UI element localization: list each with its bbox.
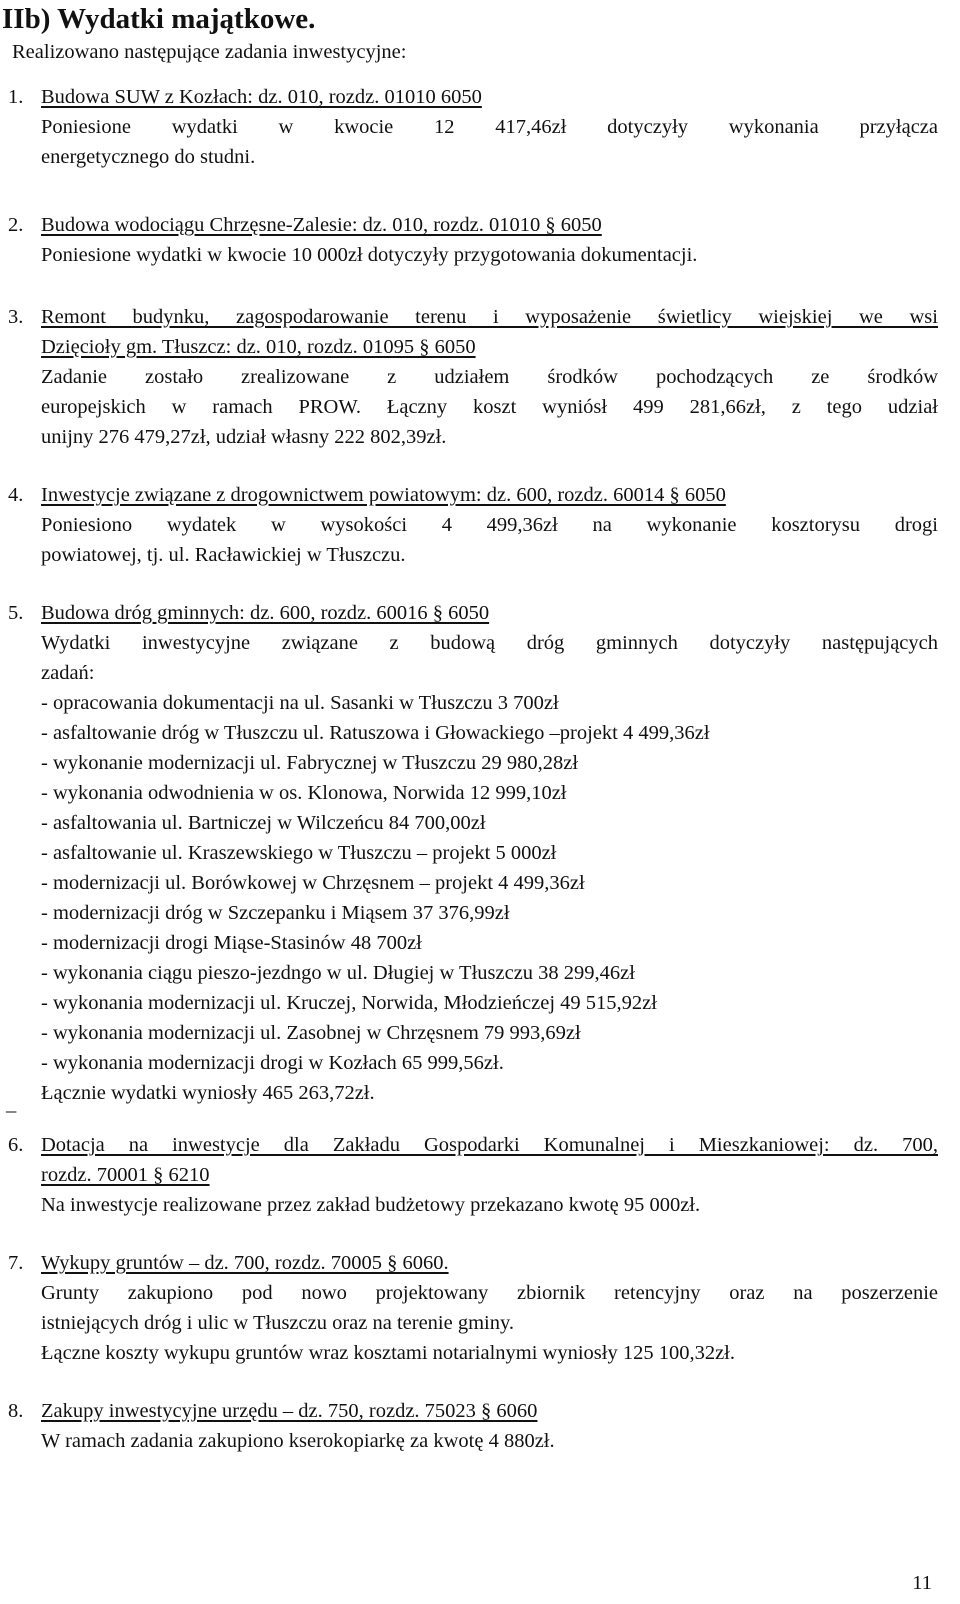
item-heading: Dzięcioły gm. Tłuszcz: dz. 010, rozdz. 01095 § 6050 [41,336,476,358]
item-text: Grunty zakupiono pod nowo projektowany zbiornik retencyjny oraz na poszerzenie [41,1282,938,1304]
item-heading: Budowa dróg gminnych: dz. 600, rozdz. 60016 § 6050 [41,602,490,624]
item-number: 6. [8,1134,24,1156]
list-item [0,82,958,172]
item-text: Na inwestycje realizowane przez zakład budżetowy przekazano kwotę 95 000zł. [41,1194,701,1216]
margin-mark: _ [6,1093,17,1115]
list-item [0,302,958,452]
list-item [0,480,958,570]
item-text: powiatowej, tj. ul. Racławickiej w Tłuszczu. [41,544,406,566]
item-number: 5. [8,602,24,624]
sub-list-item: - modernizacji ul. Borówkowej w Chrzęsnem – projekt 4 499,36zł [41,872,585,894]
sub-list-item: - wykonanie modernizacji ul. Fabrycznej w Tłuszczu 29 980,28zł [41,752,579,774]
sub-list-item: - modernizacji drogi Miąse-Stasinów 48 700zł [41,932,422,954]
item-heading: Budowa SUW z Kozłach: dz. 010, rozdz. 01010 6050 [41,86,482,108]
sub-list-item: - wykonania modernizacji ul. Kruczej, Norwida, Młodzieńczej 49 515,92zł [41,992,657,1014]
list-item [0,598,958,1108]
item-text: energetycznego do studni. [41,146,256,168]
item-text: europejskich w ramach PROW. Łączny koszt wyniósł 499 281,66zł, z tego udział [41,396,938,418]
item-heading: Dotacja na inwestycje dla Zakładu Gospodarki Komunalnej i Mieszkaniowej: dz. 700, [41,1134,938,1156]
item-text: Poniesione wydatki w kwocie 10 000zł dotyczyły przygotowania dokumentacji. [41,244,698,266]
sub-list-item: - wykonania modernizacji ul. Zasobnej w Chrzęsnem 79 993,69zł [41,1022,581,1044]
page-number: 11 [912,1572,932,1594]
list-item [0,1130,958,1220]
item-text: Zadanie zostało zrealizowane z udziałem środków pochodzących ze środków [41,366,938,388]
item-text: W ramach zadania zakupiono kserokopiarkę za kwotę 4 880zł. [41,1430,555,1452]
sub-list-item: - opracowania dokumentacji na ul. Sasanki w Tłuszczu 3 700zł [41,692,559,714]
sub-list-item: - wykonania modernizacji drogi w Kozłach 65 999,56zł. [41,1052,504,1074]
item-heading: rozdz. 70001 § 6210 [41,1164,210,1186]
item-total: Łącznie wydatki wyniosły 465 263,72zł. [41,1082,375,1104]
item-text: Poniesione wydatki w kwocie 12 417,46zł dotyczyły wykonania przyłącza [41,116,938,138]
sub-list-item: - wykonania odwodnienia w os. Klonowa, Norwida 12 999,10zł [41,782,567,804]
sub-list-item: - modernizacji dróg w Szczepanku i Miąsem 37 376,99zł [41,902,510,924]
item-number: 2. [8,214,24,236]
item-text: zadań: [41,662,95,684]
sub-list-item: - asfaltowania ul. Bartniczej w Wilczeńcu 84 700,00zł [41,812,486,834]
item-number: 1. [8,86,24,108]
list-item [0,210,958,270]
item-heading: Inwestycje związane z drogownictwem powiatowym: dz. 600, rozdz. 60014 § 6050 [41,484,726,506]
item-text: Łączne koszty wykupu gruntów wraz kosztami notarialnymi wyniosły 125 100,32zł. [41,1342,736,1364]
item-heading: Zakupy inwestycyjne urzędu – dz. 750, rozdz. 75023 § 6060 [41,1400,538,1422]
item-heading: Remont budynku, zagospodarowanie terenu i wyposażenie świetlicy wiejskiej we wsi [41,306,938,328]
item-text: Poniesiono wydatek w wysokości 4 499,36zł na wykonanie kosztorysu drogi [41,514,938,536]
list-item [0,1248,958,1368]
list-item [0,1396,958,1456]
item-number: 3. [8,306,24,328]
item-number: 8. [8,1400,24,1422]
item-text: Wydatki inwestycyjne związane z budową dróg gminnych dotyczyły następujących [41,632,938,654]
item-heading: Wykupy gruntów – dz. 700, rozdz. 70005 § 6060. [41,1252,449,1274]
sub-list-item: - wykonania ciągu pieszo-jezdngo w ul. Długiej w Tłuszczu 38 299,46zł [41,962,635,984]
item-text: istniejących dróg i ulic w Tłuszczu oraz na terenie gminy. [41,1312,515,1334]
sub-list-item: - asfaltowanie ul. Kraszewskiego w Tłuszczu – projekt 5 000zł [41,842,557,864]
item-number: 7. [8,1252,24,1274]
item-heading: Budowa wodociągu Chrzęsne-Zalesie: dz. 010, rozdz. 01010 § 6050 [41,214,602,236]
section-title: IIb) Wydatki majątkowe. [2,3,316,35]
item-text: unijny 276 479,27zł, udział własny 222 802,39zł. [41,426,447,448]
section-intro: Realizowano następujące zadania inwestycyjne: [12,41,407,63]
item-number: 4. [8,484,24,506]
sub-list-item: - asfaltowanie dróg w Tłuszczu ul. Ratuszowa i Głowackiego –projekt 4 499,36zł [41,722,710,744]
